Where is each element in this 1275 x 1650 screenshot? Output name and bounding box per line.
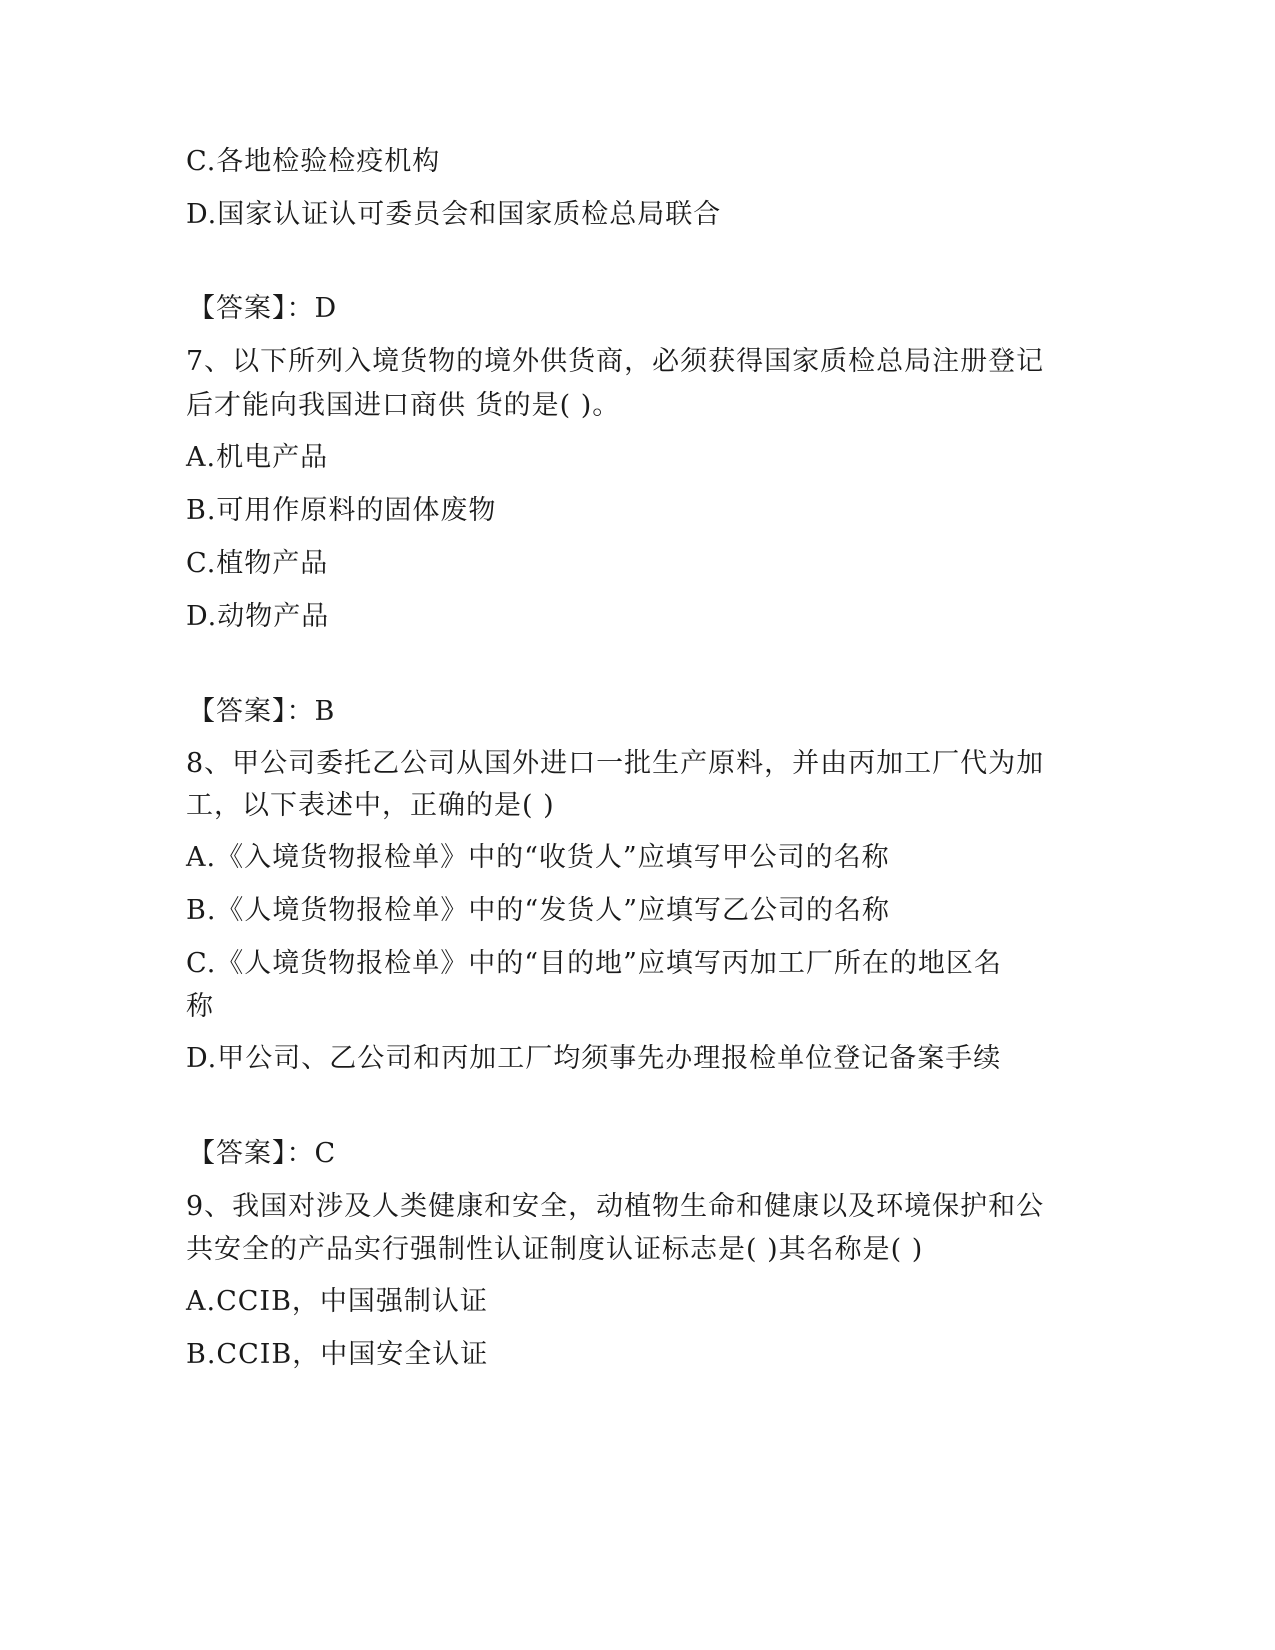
q8-option-d: D.甲公司、乙公司和丙加工厂均须事先办理报检单位登记备案手续	[186, 1043, 1002, 1074]
q7-option-c: C.植物产品	[186, 548, 329, 579]
q9-stem-line-1: 9、我国对涉及人类健康和安全，动植物生命和健康以及环境保护和公	[186, 1191, 1045, 1222]
q7-option-a: A.机电产品	[186, 442, 329, 473]
q7-stem-line-1: 7、以下所列入境货物的境外供货商，必须获得国家质检总局注册登记	[186, 346, 1045, 377]
q9-stem-line-2: 共安全的产品实行强制性认证制度认证标志是( )其名称是( )	[186, 1234, 924, 1265]
q8-option-c-line-2: 称	[186, 991, 214, 1022]
q8-option-a: A.《入境货物报检单》中的“收货人”应填写甲公司的名称	[186, 842, 890, 873]
q8-option-c-line-1: C.《人境货物报检单》中的“目的地”应填写丙加工厂所在的地区名	[186, 948, 1002, 979]
q8-stem-line-1: 8、甲公司委托乙公司从国外进口一批生产原料，并由丙加工厂代为加	[186, 748, 1045, 779]
q7-option-b: B.可用作原料的固体废物	[186, 495, 497, 526]
q9-option-a: A.CCIB，中国强制认证	[186, 1286, 488, 1317]
q7-option-d: D.动物产品	[186, 601, 330, 632]
q8-option-b: B.《人境货物报检单》中的“发货人”应填写乙公司的名称	[186, 895, 891, 926]
q8-answer: 【答案】：C	[188, 1138, 337, 1169]
q7-answer: 【答案】：B	[188, 696, 336, 727]
q6-answer: 【答案】：D	[188, 293, 338, 324]
q8-stem-line-2: 工，以下表述中，正确的是( )	[186, 790, 555, 821]
q6-option-d: D.国家认证认可委员会和国家质检总局联合	[186, 199, 722, 230]
q6-option-c: C.各地检验检疫机构	[186, 146, 441, 177]
q7-stem-line-2: 后才能向我国进口商供 货的是( )。	[186, 390, 621, 421]
q9-option-b: B.CCIB，中国安全认证	[186, 1339, 489, 1370]
